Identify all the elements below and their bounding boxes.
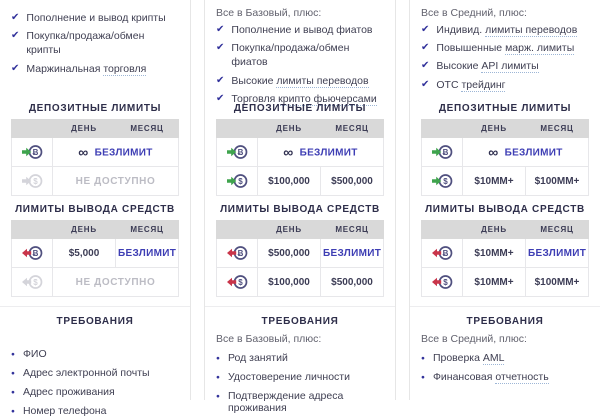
- day-column-header: ДЕНЬ: [258, 120, 321, 138]
- limit-value-day: $100,000: [258, 167, 321, 196]
- text-segment: Торговля: [231, 92, 279, 105]
- limit-value-merged: НЕ ДОСТУПНО: [53, 167, 179, 196]
- feature-list: [216, 23, 384, 106]
- crypto-coin-withdraw-icon: [432, 245, 453, 261]
- section-divider: [205, 306, 395, 307]
- text-segment: Подтверждение адреса проживания: [227, 390, 344, 414]
- limit-value-day: $100,000: [258, 268, 321, 297]
- fiat-coin-deposit-icon: [432, 173, 453, 189]
- deposit-limits-title: ДЕПОЗИТНЫЕ ЛИМИТЫ: [438, 103, 572, 114]
- month-column-header: МЕСЯЦ: [526, 120, 589, 138]
- svg-text:Ƀ: Ƀ: [237, 248, 243, 258]
- month-column-header: МЕСЯЦ: [321, 221, 384, 239]
- icon-column-header: [12, 221, 53, 239]
- text-segment: Покупка/продажа/обмен крипты: [26, 30, 145, 57]
- section-divider: [410, 306, 600, 307]
- tooltip-term[interactable]: API лимиты: [481, 60, 539, 73]
- svg-text:Ƀ: Ƀ: [442, 248, 448, 258]
- limit-row: [12, 167, 179, 196]
- deposit-limits-title: ДЕПОЗИТНЫЕ ЛИМИТЫ: [233, 103, 367, 114]
- requirement-label: [23, 348, 47, 360]
- svg-text:$: $: [237, 277, 243, 287]
- text-segment: Адрес электронной почты: [22, 367, 150, 379]
- svg-text:$: $: [32, 277, 38, 287]
- day-column-header: ДЕНЬ: [53, 120, 116, 138]
- requirements-title: ТРЕБОВАНИЯ: [466, 316, 544, 327]
- limit-value-merged: ∞ БЕЗЛИМИТ: [258, 138, 384, 167]
- requirements-section: [421, 306, 589, 383]
- requirements-list: [11, 348, 179, 417]
- limit-row: [12, 268, 179, 297]
- withdrawal-limits-title: ЛИМИТЫ ВЫВОДА СРЕДСТВ: [425, 204, 585, 215]
- requirement-item: [11, 367, 179, 379]
- bullet-icon: ●: [421, 355, 425, 362]
- infinity-icon: ∞: [78, 144, 89, 160]
- limit-row: [217, 239, 384, 268]
- requirement-label: [23, 405, 107, 417]
- limit-value-month: БЕЗЛИМИТ: [116, 239, 179, 268]
- limit-row: [422, 167, 589, 196]
- fiat-coin-deposit-icon: [22, 173, 43, 189]
- fiat-coin-withdraw-icon: [432, 274, 453, 290]
- tooltip-term[interactable]: торговля: [103, 62, 147, 75]
- crypto-coin-withdraw-icon: [22, 245, 43, 261]
- text-segment: Удостоверение личности: [227, 371, 350, 383]
- limit-value-month: БЕЗЛИМИТ: [321, 239, 384, 268]
- text-segment: Маржинальная: [26, 62, 104, 75]
- text-segment: Высокие: [231, 74, 277, 87]
- limit-row: [422, 268, 589, 297]
- withdrawal-limits-section: [421, 204, 589, 297]
- bullet-icon: ●: [11, 370, 15, 377]
- feature-label: [436, 41, 574, 55]
- deposit-limits-table: [216, 119, 384, 196]
- month-column-header: МЕСЯЦ: [526, 221, 589, 239]
- day-column-header: ДЕНЬ: [258, 221, 321, 239]
- requirement-item: [421, 371, 589, 383]
- requirement-label: [23, 386, 115, 398]
- text-segment: OTC: [436, 78, 462, 91]
- limit-row-icon-cell: [217, 138, 258, 167]
- limit-value-month: $100MM+: [526, 167, 589, 196]
- icon-column-header: [422, 221, 463, 239]
- features-intro: Все в Средний, плюс:: [421, 7, 527, 19]
- requirements-section: [216, 306, 384, 414]
- withdrawal-limits-section: [216, 204, 384, 297]
- svg-text:$: $: [442, 176, 448, 186]
- deposit-limits-table: [11, 119, 179, 196]
- limit-value-month: $500,000: [321, 167, 384, 196]
- limit-row: [12, 138, 179, 167]
- month-column-header: МЕСЯЦ: [321, 120, 384, 138]
- limit-value-merged: НЕ ДОСТУПНО: [53, 268, 179, 297]
- limit-value-month: $100MM+: [526, 268, 589, 297]
- requirement-item: [11, 405, 179, 417]
- requirement-item: [216, 371, 384, 383]
- feature-item: [216, 74, 384, 88]
- text-segment: Пополнение и вывод фиатов: [231, 24, 373, 36]
- features-zone: [421, 0, 589, 95]
- limit-row-icon-cell: [422, 138, 463, 167]
- requirement-label: [228, 371, 350, 383]
- svg-text:$: $: [237, 176, 243, 186]
- check-icon: ✔: [421, 42, 430, 54]
- fiat-coin-withdraw-icon: [22, 274, 43, 290]
- limit-row-icon-cell: [422, 239, 463, 268]
- limit-value-day: $10MM+: [463, 268, 526, 297]
- crypto-coin-deposit-icon: [432, 144, 453, 160]
- tooltip-term[interactable]: лимиты переводов: [485, 24, 578, 36]
- check-icon: ✔: [11, 62, 20, 74]
- bullet-icon: ●: [216, 374, 220, 381]
- limit-row: [12, 239, 179, 268]
- feature-item: [11, 29, 179, 57]
- check-icon: ✔: [421, 24, 430, 35]
- feature-label: [436, 23, 577, 37]
- feature-label: [26, 29, 179, 57]
- limit-row: [422, 138, 589, 167]
- text-segment: Род занятий: [227, 352, 288, 364]
- requirement-item: [216, 352, 384, 364]
- feature-list: [421, 23, 589, 92]
- withdrawal-limits-table: [216, 220, 384, 297]
- requirements-section: [11, 306, 179, 417]
- limit-value-month: БЕЗЛИМИТ: [526, 239, 589, 268]
- limit-row-icon-cell: [422, 268, 463, 297]
- requirement-item: [11, 386, 179, 398]
- requirement-label: [433, 371, 549, 383]
- feature-item: [11, 62, 179, 76]
- svg-text:$: $: [32, 176, 38, 186]
- deposit-limits-section: [11, 103, 179, 196]
- day-column-header: ДЕНЬ: [53, 221, 116, 239]
- limit-row: [217, 268, 384, 297]
- withdrawal-limits-title: ЛИМИТЫ ВЫВОДА СРЕДСТВ: [15, 204, 175, 215]
- feature-item: [11, 11, 179, 25]
- limit-value-merged: ∞ БЕЗЛИМИТ: [463, 138, 589, 167]
- month-column-header: МЕСЯЦ: [116, 221, 179, 239]
- feature-label: [26, 62, 146, 76]
- bullet-icon: ●: [216, 393, 220, 400]
- deposit-limits-section: [216, 103, 384, 196]
- tooltip-term[interactable]: лимиты переводов: [276, 74, 369, 87]
- deposit-limits-table: [421, 119, 589, 196]
- requirement-label: [433, 352, 505, 364]
- crypto-coin-withdraw-icon: [227, 245, 248, 261]
- crypto-coin-deposit-icon: [22, 144, 43, 160]
- text-segment: Покупка/продажа/обмен фиатов: [231, 42, 350, 69]
- limit-row: [217, 138, 384, 167]
- text-segment: Повышенные: [436, 42, 506, 55]
- bullet-icon: ●: [421, 374, 425, 381]
- feature-item: [421, 59, 589, 73]
- requirements-title: ТРЕБОВАНИЯ: [261, 316, 339, 327]
- limit-row-icon-cell: [217, 239, 258, 268]
- deposit-limits-section: [421, 103, 589, 196]
- infinity-icon: ∞: [283, 144, 294, 160]
- feature-item: [421, 41, 589, 55]
- tooltip-term[interactable]: крипто фьючерсами: [278, 92, 377, 105]
- icon-column-header: [217, 221, 258, 239]
- feature-list: [11, 11, 179, 76]
- month-column-header: МЕСЯЦ: [116, 120, 179, 138]
- requirement-item: [216, 390, 384, 414]
- requirement-label: [228, 390, 384, 414]
- text-segment: Номер телефона: [22, 405, 107, 417]
- limit-value-merged: ∞ БЕЗЛИМИТ: [53, 138, 179, 167]
- svg-text:Ƀ: Ƀ: [442, 147, 448, 157]
- bullet-icon: ●: [11, 408, 15, 415]
- tooltip-term[interactable]: отчетность: [495, 371, 549, 383]
- plan-column-basic: [0, 0, 191, 417]
- feature-label: [231, 23, 372, 37]
- icon-column-header: [12, 120, 53, 138]
- limit-row: [217, 167, 384, 196]
- feature-label: [231, 74, 368, 88]
- svg-text:Ƀ: Ƀ: [32, 147, 38, 157]
- check-icon: ✔: [11, 30, 20, 42]
- icon-column-header: [217, 120, 258, 138]
- svg-text:Ƀ: Ƀ: [237, 147, 243, 157]
- requirements-title: ТРЕБОВАНИЯ: [56, 316, 134, 327]
- limit-row-icon-cell: [12, 167, 53, 196]
- limit-row-icon-cell: [12, 268, 53, 297]
- check-icon: ✔: [216, 42, 225, 54]
- feature-label: [231, 41, 384, 69]
- text-segment: Высокие: [436, 60, 482, 73]
- requirements-intro: Все в Средний, плюс:: [421, 333, 527, 345]
- requirement-item: [421, 352, 589, 364]
- limit-row: [422, 239, 589, 268]
- check-icon: ✔: [11, 12, 20, 23]
- limit-row-icon-cell: [422, 167, 463, 196]
- text-segment: Проверка: [432, 352, 483, 364]
- crypto-coin-deposit-icon: [227, 144, 248, 160]
- limit-value-day: $500,000: [258, 239, 321, 268]
- limit-value-day: $10MM+: [463, 167, 526, 196]
- plan-column-intermediate: [204, 0, 396, 414]
- fiat-coin-withdraw-icon: [227, 274, 248, 290]
- day-column-header: ДЕНЬ: [463, 221, 526, 239]
- limit-row-icon-cell: [217, 167, 258, 196]
- requirement-label: [228, 352, 288, 364]
- limit-value-day: $10MM+: [463, 239, 526, 268]
- limit-row-icon-cell: [12, 239, 53, 268]
- fiat-coin-deposit-icon: [227, 173, 248, 189]
- check-icon: ✔: [216, 24, 225, 35]
- icon-column-header: [422, 120, 463, 138]
- check-icon: ✔: [216, 92, 225, 104]
- withdrawal-limits-table: [421, 220, 589, 297]
- requirements-list: [421, 352, 589, 383]
- text-segment: Индивид.: [436, 24, 486, 36]
- svg-text:$: $: [442, 277, 448, 287]
- features-zone: [216, 0, 384, 105]
- section-divider: [0, 306, 190, 307]
- svg-text:Ƀ: Ƀ: [32, 248, 38, 258]
- plan-column-advanced: [409, 0, 600, 400]
- features-zone: [11, 0, 179, 95]
- requirements-list: [216, 352, 384, 414]
- requirement-label: [23, 367, 150, 379]
- feature-item: [421, 23, 589, 37]
- bullet-icon: ●: [216, 355, 220, 362]
- infinity-icon: ∞: [488, 144, 499, 160]
- text-segment: Пополнение и вывод крипты: [26, 12, 166, 24]
- withdrawal-limits-table: [11, 220, 179, 297]
- bullet-icon: ●: [11, 389, 15, 396]
- requirement-item: [11, 348, 179, 360]
- tooltip-term[interactable]: AML: [482, 352, 505, 364]
- requirements-intro: Все в Базовый, плюс:: [216, 333, 322, 345]
- bullet-icon: ●: [11, 351, 15, 358]
- day-column-header: ДЕНЬ: [463, 120, 526, 138]
- features-intro: Все в Базовый, плюс:: [216, 7, 322, 19]
- limit-row-icon-cell: [12, 138, 53, 167]
- feature-label: [26, 11, 165, 25]
- check-icon: ✔: [216, 74, 225, 86]
- deposit-limits-title: ДЕПОЗИТНЫЕ ЛИМИТЫ: [28, 103, 162, 114]
- text-segment: Адрес проживания: [22, 386, 115, 398]
- check-icon: ✔: [421, 60, 430, 72]
- tooltip-term[interactable]: марж. лимиты: [505, 42, 575, 55]
- text-segment: Финансовая: [432, 371, 496, 383]
- withdrawal-limits-section: [11, 204, 179, 297]
- feature-item: [216, 23, 384, 37]
- text-segment: ФИО: [22, 348, 47, 360]
- limit-value-month: $500,000: [321, 268, 384, 297]
- feature-item: [421, 78, 589, 92]
- feature-label: [436, 59, 538, 73]
- limit-value-day: $5,000: [53, 239, 116, 268]
- check-icon: ✔: [421, 78, 430, 90]
- limit-row-icon-cell: [217, 268, 258, 297]
- feature-label: [436, 78, 505, 92]
- withdrawal-limits-title: ЛИМИТЫ ВЫВОДА СРЕДСТВ: [220, 204, 380, 215]
- tooltip-term[interactable]: трейдинг: [461, 78, 506, 91]
- feature-item: [216, 41, 384, 69]
